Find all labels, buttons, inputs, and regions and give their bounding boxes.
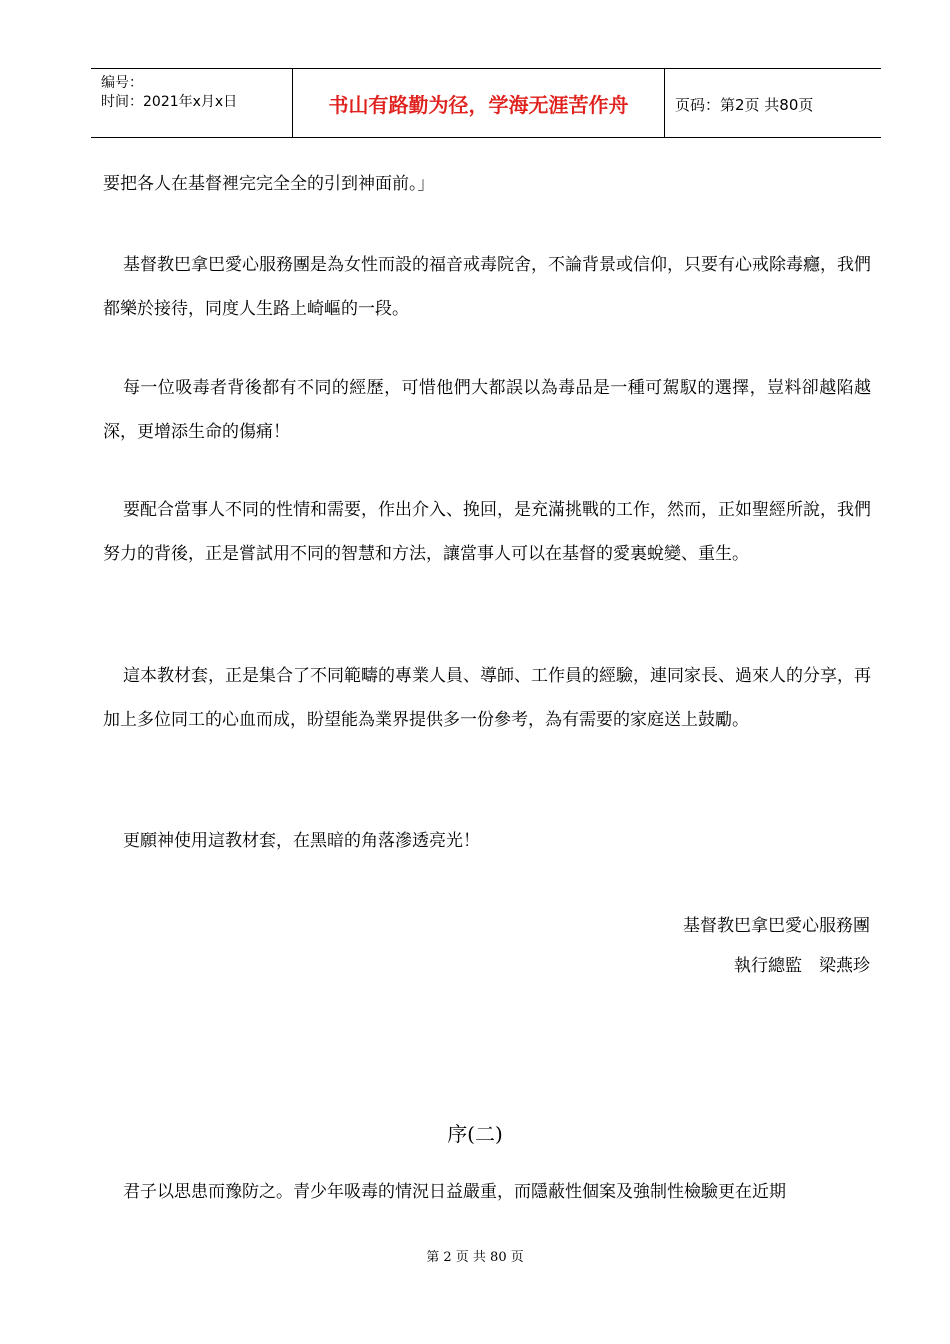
paragraph-continued (103, 162, 871, 206)
section-first-paragraph (103, 1170, 871, 1214)
paragraph-blessing (103, 819, 871, 863)
header-meta-cell (91, 69, 293, 137)
paragraph-challenge (103, 488, 871, 576)
paragraph: 要配合當事人不同的性情和需要，作出介入、挽回，是充滿挑戰的工作，然而，正如聖經所說，我們努力的背後，正是嘗試用不同的智慧和方法，讓當事人可以在基督的愛裏蛻變、重生。 (103, 500, 871, 564)
page-footer: 第 2 页 共 80 页 (426, 1250, 524, 1265)
paragraph: 要把各人在基督裡完完全全的引到神面前。」 (103, 174, 435, 194)
header-time: 时间：2021年x月x日 (101, 94, 238, 110)
paragraph-intro (103, 243, 871, 331)
paragraph-material (103, 654, 871, 742)
section-title: 序(二) (447, 1122, 503, 1146)
paragraph: 更願神使用這教材套，在黑暗的角落滲透亮光！ (123, 831, 480, 851)
paragraph: 基督教巴拿巴愛心服務團是為女性而設的福音戒毒院舍，不論背景或信仰，只要有心戒除毒癮，我們都樂於接待，同度人生路上崎嶇的一段。 (103, 255, 871, 319)
page-header (91, 68, 881, 138)
header-motto-cell (293, 69, 665, 137)
header-page-number: 页码：第2页 共80页 (675, 96, 814, 114)
header-page-cell (665, 69, 881, 137)
paragraph: 這本教材套，正是集合了不同範疇的專業人員、導師、工作員的經驗，連同家長、過來人的分享，再加上多位同工的心血而成，盼望能為業界提供多一份參考，為有需要的家庭送上鼓勵。 (103, 666, 871, 730)
signature-organization: 基督教巴拿巴愛心服務團 (683, 916, 870, 936)
paragraph-experience (103, 366, 871, 454)
signature-person: 執行總監 梁燕珍 (734, 956, 870, 976)
paragraph: 君子以思患而豫防之。青少年吸毒的情況日益嚴重，而隱蔽性個案及強制性檢驗更在近期 (123, 1182, 786, 1202)
paragraph: 每一位吸毒者背後都有不同的經歷，可惜他們大都誤以為毒品是一種可駕馭的選擇，豈料卻越陷越深，更增添生命的傷痛！ (103, 378, 871, 442)
header-number: 编号： (101, 75, 143, 91)
header-motto: 书山有路勤为径，学海无涯苦作舟 (328, 93, 629, 117)
